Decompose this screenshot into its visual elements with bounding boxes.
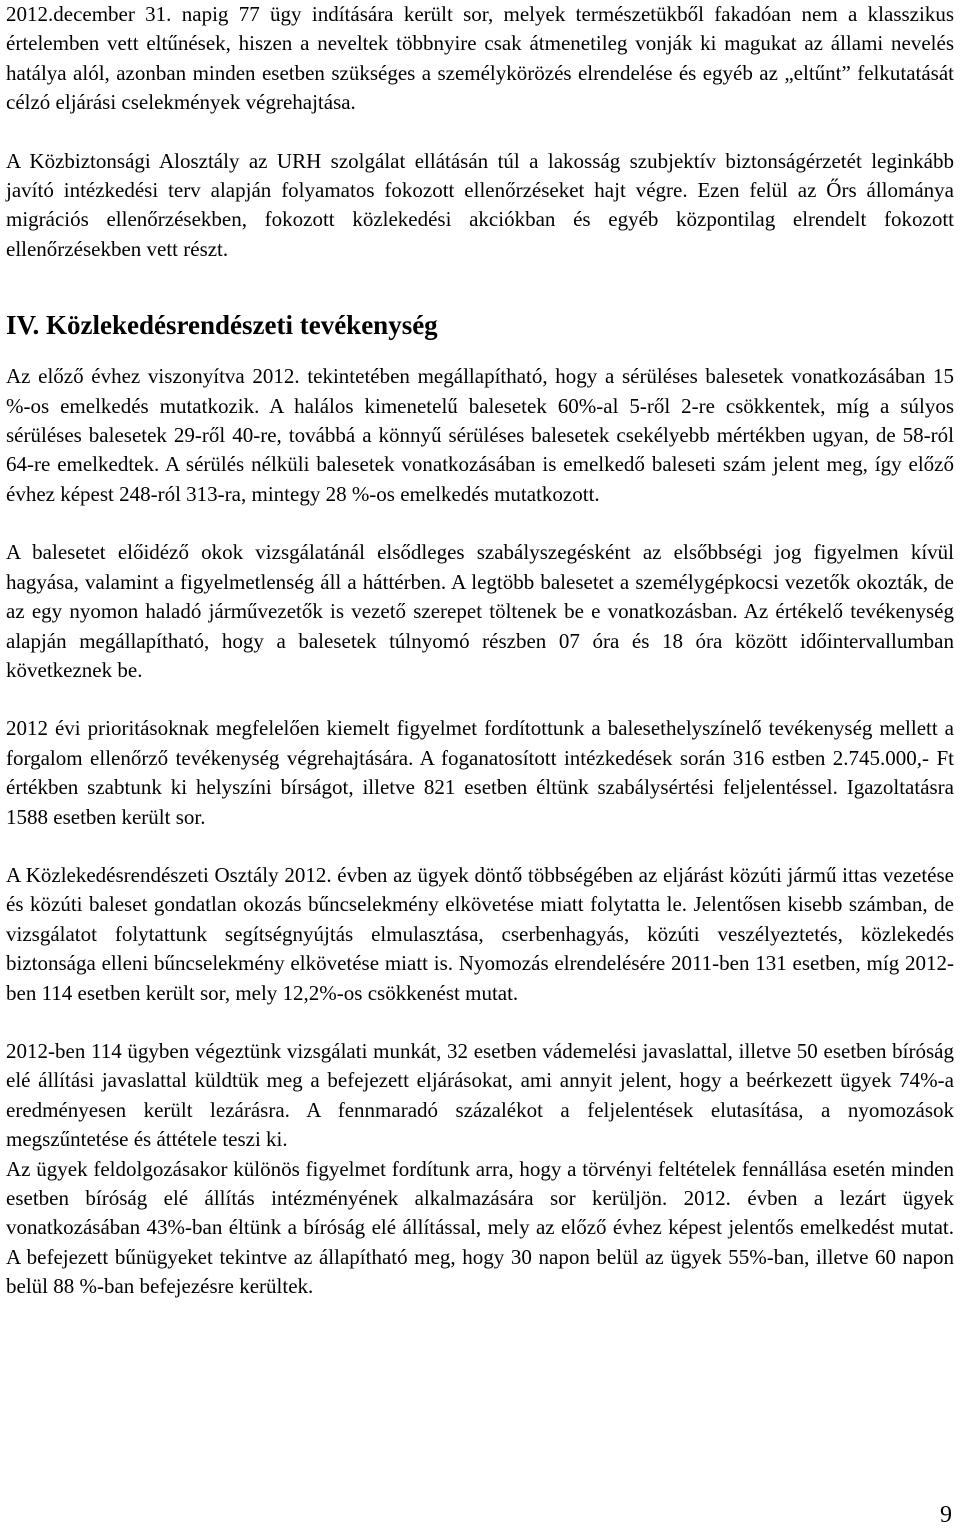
document-page	[6, 0, 954, 1302]
page-number: 9	[940, 1502, 952, 1528]
paragraph-accident-causes: A balesetet előidéző okok vizsgálatánál elsődleges szabályszegésként az elsőbbségi jog figyelmen kívül hagyása, valamint a figyelmetlenség áll a háttérben. A legtöbb balesetet a személygépkocsi vezetők okozták, de az egy nyomon haladó járművezetők is vezető szerepet töltenek be e vonatkozásban. Az értékelő tevékenység alapján megállapítható, hogy a balesetek túlnyomó részben 07 óra és 18 óra között időintervallumban következnek be.	[6, 540, 954, 682]
paragraph-investigations: 2012-ben 114 ügyben végeztünk vizsgálati munkát, 32 esetben vádemelési javaslattal, illetve 50 esetben bíróság elé állítási javaslattal küldtük meg a befejezett eljárásokat, ami annyit jelent, hogy a beérkezett ügyek 74%-a eredményesen került lezárásra. A fennmaradó százalékot a feljelentések elutasítása, a nyomozások megszűntetése és áttétele teszi ki.	[6, 1038, 954, 1152]
paragraph-court-proceedings: Az ügyek feldolgozásakor különös figyelmet fordítunk arra, hogy a törvényi feltételek fennállása esetén minden esetben bíróság elé állítás intézményének alkalmazására sor kerüljön. 2012. évben a lezárt ügyek vonatkozásában 43%-ban éltünk a bíróság elé állítással, mely az előző évhez képest jelentős emelkedést mutat. A befejezett bűnügyeket tekintve az állapítható meg, hogy 30 napon belül az ügyek 55%-ban, illetve 60 napon belül 88 %-ban befejezésre kerültek.	[6, 1156, 954, 1299]
paragraph-traffic-enforcement: 2012 évi prioritásoknak megfelelően kiemelt figyelmet fordítottunk a balesethelyszínelő tevékenység mellett a forgalom ellenőrző tevékenység végrehajtására. A foganatosított intézkedések során 316 estben 2.745.000,- Ft értékben szabtunk ki helyszíni bírságot, illetve 821 esetben éltünk szabálysértési feljelentéssel. Igazoltatásra 1588 esetben került sor.	[6, 716, 954, 829]
paragraph-public-safety: A Közbiztonsági Alosztály az URH szolgálat ellátásán túl a lakosság szubjektív biztonságérzetét leginkább javító intézkedési terv alapján folyamatos fokozott ellenőrzéseket hajt végre. Ezen felül az Őrs állománya migrációs ellenőrzésekben, fokozott közlekedési akciókban és egyéb központilag elrendelt fokozott ellenőrzésekben vett részt.	[6, 148, 954, 261]
paragraph-traffic-department-cases: A Közlekedésrendészeti Osztály 2012. évben az ügyek döntő többségében az eljárást közúti jármű ittas vezetése és közúti baleset gondatlan okozás bűncselekmény elkövetése miatt folytatta le. Jelentősen kisebb számban, de vizsgálatot folytattunk segítségnyújtás elmulasztása, cserbenhagyás, közúti veszélyeztetés, közlekedés biztonsága elleni bűncselekmény elkövetése miatt is. Nyomozás elrendelésére 2011-ben 131 esetben, míg 2012-ben 114 esetben került sor, mely 12,2%-os csökkenést mutat.	[6, 862, 954, 1005]
paragraph-missing-persons: 2012.december 31. napig 77 ügy indítására került sor, melyek természetükből fakadóan nem a klasszikus értelemben vett eltűnések, hiszen a neveltek többnyire csak átmenetileg vonják ki magukat az állami nevelés hatálya alól, azonban minden esetben szükséges a személykörözés elrendelése és egyéb az „eltűnt” felkutatását célzó eljárási cselekmények végrehajtása.	[6, 2, 954, 115]
section-heading: IV. Közlekedésrendészeti tevékenység	[6, 310, 438, 341]
paragraph-accident-statistics: Az előző évhez viszonyítva 2012. tekintetében megállapítható, hogy a sérüléses balesetek vonatkozásában 15 %-os emelkedés mutatkozik. A halálos kimenetelű balesetek 60%-al 5-ről 2-re csökkentek, míg a súlyos sérüléses balesetek 29-ről 40-re, továbbá a könnyű sérüléses balesetek csekélyebb mértékben ugyan, de 58-ról 64-re emelkedtek. A sérülés nélküli balesetek vonatkozásában is emelkedő baleseti szám jelent meg, így előző évhez képest 248-ról 313-ra, mintegy 28 %-os emelkedés mutatkozott.	[6, 364, 954, 506]
